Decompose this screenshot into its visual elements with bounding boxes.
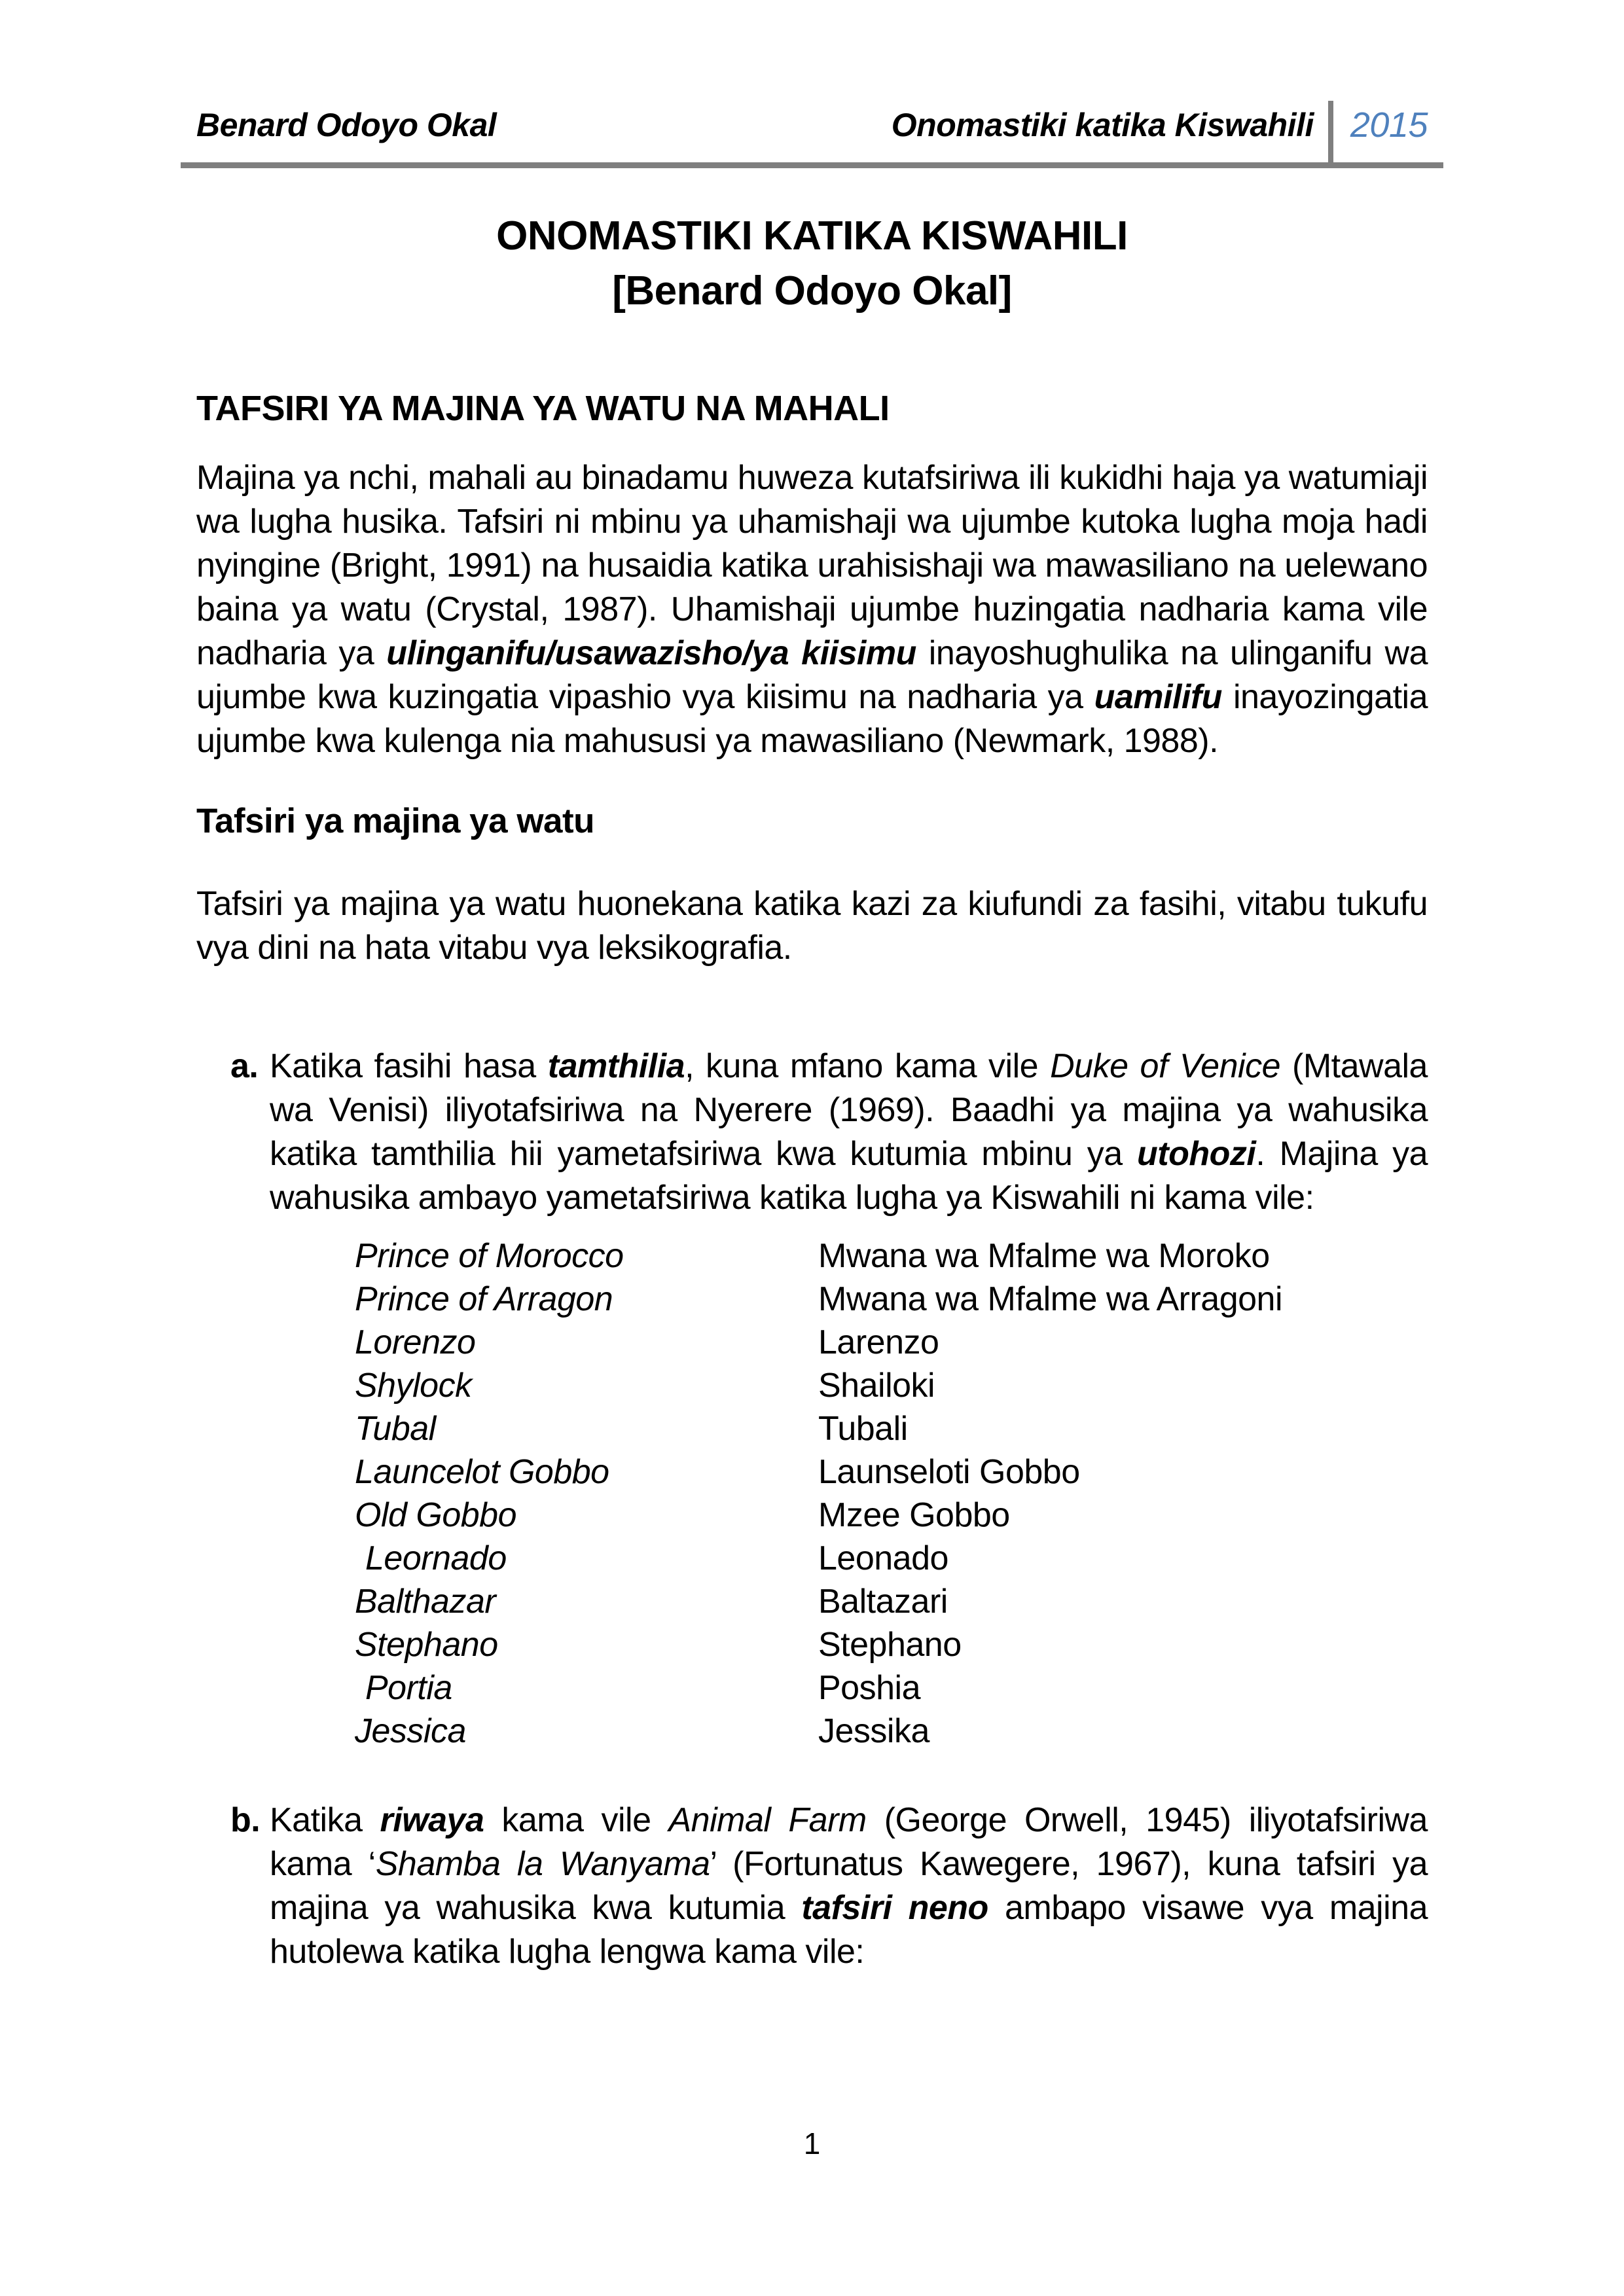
table-row [196,1407,1428,1450]
table-row [196,1450,1428,1494]
page-footer [0,2126,1624,2161]
table-row [196,1666,1428,1710]
table-row [196,1364,1428,1407]
emphasis-italic: Shamba la Wanyama [375,1845,710,1883]
header-doc-title: Onomastiki katika Kiswahili [891,107,1314,143]
names-table [196,1234,1428,1753]
emphasis-bold-italic: uamilifu [1094,678,1222,716]
page-header [196,105,1428,145]
source-name: Launcelot Gobbo [355,1453,609,1491]
header-year: 2015 [1350,105,1428,145]
source-name: Jessica [355,1712,466,1750]
target-name: Shailoki [818,1367,935,1405]
target-name: Mwana wa Mfalme wa Arragoni [818,1280,1283,1318]
section-heading-tafsiri-ya-majina: TAFSIRI YA MAJINA YA WATU NA MAHALI [196,389,890,428]
text-run: , kuna mfano kama vile [685,1047,1051,1085]
source-name: Lorenzo [355,1323,476,1361]
target-name: Stephano [818,1626,962,1664]
target-name: Launseloti Gobbo [818,1453,1080,1491]
source-name: Stephano [355,1626,498,1664]
text-run: Katika fasihi hasa [270,1047,548,1085]
list-item-a [196,1045,1428,1220]
document-title-line1: ONOMASTIKI KATIKA KISWAHILI [496,213,1128,259]
emphasis-bold-italic: tamthilia [547,1047,685,1085]
text-run: ambapo visawe vya majina hutolewa katika lugha lengwa kama vile: [270,1889,1428,1971]
target-name: Baltazari [818,1583,948,1621]
table-row [196,1580,1428,1623]
emphasis-bold-italic: utohozi [1136,1135,1256,1173]
subsection-heading-tafsiri-majina-watu: Tafsiri ya majina ya watu [196,802,595,840]
document-title-line2: [Benard Odoyo Okal] [612,268,1012,314]
table-row [196,1623,1428,1666]
emphasis-italic: Duke of Venice [1050,1047,1280,1085]
table-row [196,1710,1428,1753]
text-run: Majina ya nchi, mahali au binadamu huweza kutafsiriwa ili kukidhi haja ya watumiaji wa lugha husika. Tafsiri ni mbinu ya uhamishaji wa ujumbe kutoka lugha moja hadi nyingine (Bright, 1991) na husaidia katika urahisishaji wa mawasiliano na uelewano baina ya watu (Crystal, 1987). Uhamishaji ujumbe huzingatia nadharia kama vile nadharia ya [196,459,1428,672]
text-run: (Mtawala wa Venisi) iliyotafsiriwa na Nyerere (1969). Baadhi ya majina ya wahusika katika tamthilia hii yametafsiriwa kwa kutumia mbinu ya [270,1047,1428,1173]
target-name: Jessika [818,1712,929,1750]
emphasis-bold-italic: ulinganifu/usawazisho/ya kiisimu [386,634,916,672]
target-name: Mwana wa Mfalme wa Moroko [818,1237,1270,1275]
table-row [196,1494,1428,1537]
source-name: Old Gobbo [355,1496,516,1534]
text-run: (George Orwell, 1945) iliyotafsiriwa kama ‘ [270,1801,1428,1883]
table-row [196,1321,1428,1364]
text-run: inayoshughulika na ulinganifu wa ujumbe kwa kuzingatia vipashio vya kiisimu na nadharia ya [196,634,1428,716]
list-marker-b: b. [230,1801,261,1839]
text-run: Katika [270,1801,380,1839]
header-author: Benard Odoyo Okal [196,107,497,143]
source-name: Prince of Arragon [355,1280,613,1318]
text-run: kama vile [484,1801,669,1839]
header-divider-bar [1328,101,1333,168]
source-name: Portia [365,1669,452,1707]
source-name: Prince of Morocco [355,1237,624,1275]
table-row [196,1234,1428,1278]
text-run: inayozingatia ujumbe kwa kulenga nia mahususi ya mawasiliano (Newmark, 1988). [196,678,1428,760]
emphasis-bold-italic: tafsiri neno [801,1889,988,1927]
source-name: Shylock [355,1367,472,1405]
target-name: Tubali [818,1410,908,1448]
paragraph-intro [196,456,1428,763]
source-name: Tubal [355,1410,436,1448]
text-run: ’ (Fortunatus Kawegere, 1967), kuna tafsiri ya majina ya wahusika kwa kutumia [270,1845,1428,1927]
header-right-group [892,105,1428,168]
paragraph-tafsiri-majina-watu: Tafsiri ya majina ya watu huonekana katika kazi za kiufundi za fasihi, vitabu tukufu vya dini na hata vitabu vya leksikografia. [196,885,1428,967]
document-title [196,209,1428,319]
target-name: Poshia [818,1669,920,1707]
list-marker-a: a. [230,1047,259,1085]
table-row [196,1537,1428,1580]
target-name: Mzee Gobbo [818,1496,1010,1534]
page-number: 1 [803,2126,821,2161]
source-name: Balthazar [355,1583,496,1621]
table-row [196,1278,1428,1321]
emphasis-bold-italic: riwaya [380,1801,484,1839]
text-run: . Majina ya wahusika ambayo yametafsiriwa katika lugha ya Kiswahili ni kama vile: [270,1135,1428,1217]
source-name: Leornado [365,1539,507,1577]
target-name: Leonado [818,1539,948,1577]
emphasis-italic: Animal Farm [668,1801,867,1839]
target-name: Larenzo [818,1323,939,1361]
list-item-b [196,1799,1428,1974]
